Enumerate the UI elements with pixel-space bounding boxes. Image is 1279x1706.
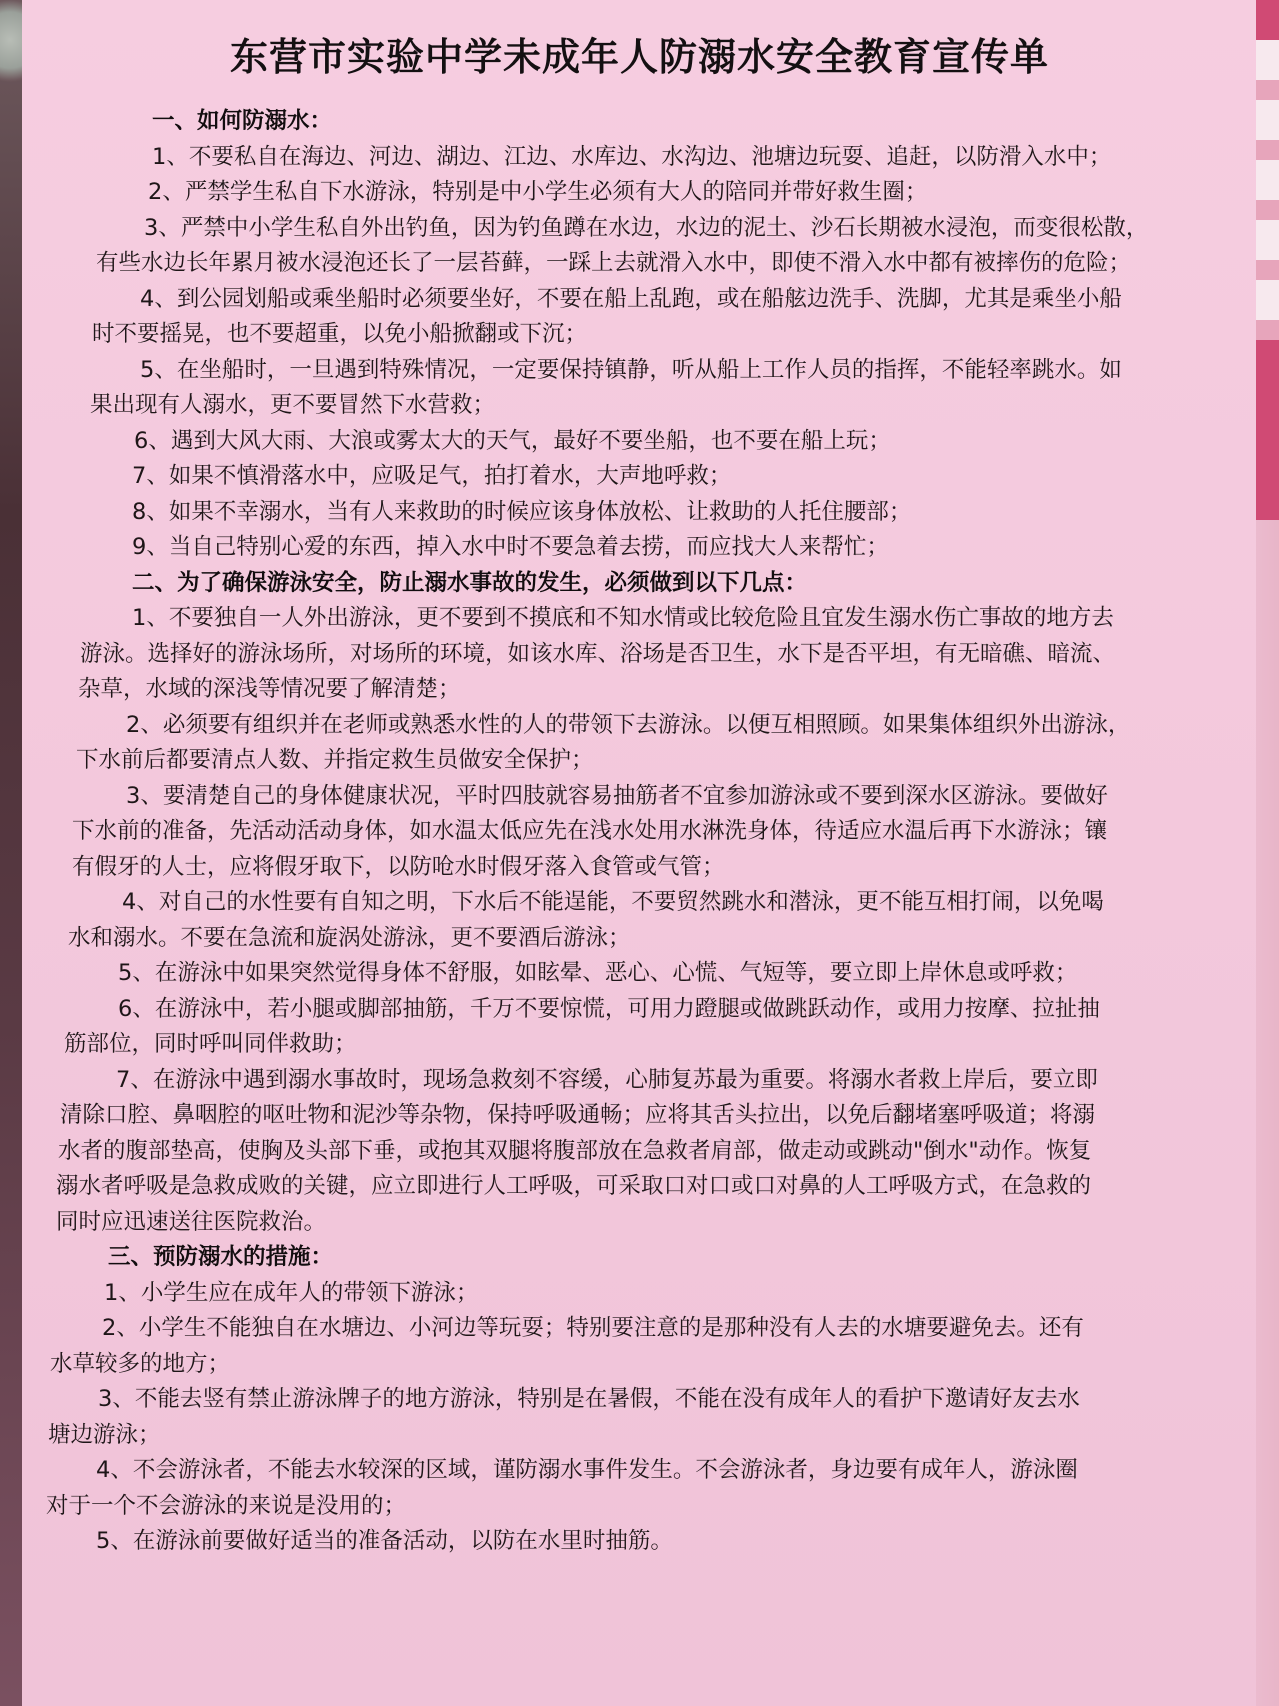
text-line: 2、必须要有组织并在老师或熟悉水性的人的带领下去游泳。以便互相照顾。如果集体组织外出游泳，	[126, 711, 1131, 738]
text-line: 1、小学生应在成年人的带领下游泳；	[104, 1279, 479, 1306]
text-line: 7、如果不慎滑落水中，应吸足气，拍打着水，大声地呼救；	[132, 463, 732, 489]
text-line: 5、在游泳中如果突然觉得身体不舒服，如眩晕、恶心、心慌、气短等，要立即上岸休息或呼救；	[118, 960, 1078, 986]
text-line: 下水前后都要清点人数、并指定救生员做安全保护；	[76, 747, 594, 773]
section-heading: 一、如何防溺水：	[152, 108, 333, 134]
text-line: 下水前的准备，先活动活动身体，如水温太低应先在浅水处用水淋洗身体，待适应水温后再下水游泳；镶	[72, 818, 1108, 844]
text-line: 塘边游泳；	[48, 1421, 161, 1448]
flyer-body	[44, 104, 1244, 1560]
text-line: 7、在游泳中遇到溺水事故时，现场急救刻不容缓，心肺复苏最为重要。将溺水者救上岸后，要立即	[116, 1066, 1098, 1093]
text-line: 5、在游泳前要做好适当的准备活动，以防在水里时抽筋。	[96, 1528, 673, 1554]
text-line: 水者的腹部垫高，使胸及头部下垂，或抱其双腿将腹部放在急救者肩部，做走动或跳动"倒水"动作。恢复	[58, 1137, 1092, 1164]
text-line: 4、不会游泳者，不能去水较深的区域，谨防溺水事件发生。不会游泳者，身边要有成年人，游泳圈	[96, 1457, 1078, 1483]
text-line: 水和溺水。不要在急流和旋涡处游泳，更不要酒后游泳；	[68, 924, 631, 951]
text-line: 同时应迅速送往医院救治。	[56, 1208, 327, 1235]
text-line: 9、当自己特别心爱的东西，掉入水中时不要急着去捞，而应找大人来帮忙；	[132, 534, 889, 560]
text-line: 溺水者呼吸是急救成败的关键，应立即进行人工呼吸，可采取口对口或口对鼻的人工呼吸方式，在急救的	[56, 1173, 1092, 1199]
text-line: 对于一个不会游泳的来说是没用的；	[46, 1492, 407, 1519]
section-heading: 二、为了确保游泳安全，防止溺水事故的发生，必须做到以下几点：	[132, 569, 808, 596]
text-line: 2、小学生不能独自在水塘边、小河边等玩耍；特别要注意的是那种没有人去的水塘要避免去。还有	[102, 1315, 1084, 1341]
background-left-edge	[0, 0, 22, 1706]
text-line: 杂草，水域的深浅等情况要了解清楚；	[78, 676, 461, 702]
text-line: 有假牙的人士，应将假牙取下，以防呛水时假牙落入食管或气管；	[72, 853, 725, 880]
text-line: 时不要摇晃，也不要超重，以免小船掀翻或下沉；	[92, 321, 588, 347]
text-line: 4、到公园划船或乘坐船时必须要坐好，不要在船上乱跑，或在船舷边洗手、洗脚，尤其是乘坐小船	[140, 285, 1122, 312]
text-line: 6、遇到大风大雨、大浪或雾太大的天气，最好不要坐船，也不要在船上玩；	[134, 427, 891, 454]
background-right-poster-text	[1255, 40, 1279, 340]
text-line: 清除口腔、鼻咽腔的呕吐物和泥沙等杂物，保持呼吸通畅；应将其舌头拉出，以免后翻堵塞呼吸道；将溺	[60, 1102, 1096, 1128]
text-line: 水草较多的地方；	[50, 1350, 231, 1377]
text-line: 筋部位，同时呼叫同伴救助；	[64, 1031, 357, 1057]
text-line: 1、不要独自一人外出游泳，更不要到不摸底和不知水情或比较危险且宜发生溺水伤亡事故的地方去	[132, 605, 1114, 631]
text-line: 5、在坐船时，一旦遇到特殊情况，一定要保持镇静，听从船上工作人员的指挥，不能轻率跳水。如	[140, 356, 1122, 383]
text-line: 3、要清楚自己的身体健康状况，平时四肢就容易抽筋者不宜参加游泳或不要到深水区游泳。要做好	[126, 782, 1108, 809]
text-line: 3、不能去竖有禁止游泳牌子的地方游泳，特别是在暑假，不能在没有成年人的看护下邀请好友去水	[98, 1386, 1080, 1412]
text-line: 2、严禁学生私自下水游泳，特别是中小学生必须有大人的陪同并带好救生圈；	[148, 179, 928, 205]
text-line: 6、在游泳中，若小腿或脚部抽筋，千万不要惊慌，可用力蹬腿或做跳跃动作，或用力按摩、拉扯抽	[118, 995, 1100, 1022]
text-line: 8、如果不幸溺水，当有人来救助的时候应该身体放松、让救助的人托住腰部；	[132, 498, 912, 525]
text-line: 3、严禁中小学生私自外出钓鱼，因为钓鱼蹲在水边，水边的泥土、沙石长期被水浸泡，而变很松散，	[144, 214, 1149, 241]
text-line: 有些水边长年累月被水浸泡还长了一层苔藓，一踩上去就滑入水中，即使不滑入水中都有被摔伤的危险；	[96, 250, 1132, 276]
section-heading: 三、预防溺水的措施：	[108, 1244, 334, 1270]
text-line: 果出现有人溺水，更不要冒然下水营救；	[90, 392, 496, 418]
text-line: 游泳。选择好的游泳场所，对场所的环境，如该水库、浴场是否卫生，水下是否平坦，有无暗礁、暗流、	[80, 640, 1116, 667]
flyer-title: 东营市实验中学未成年人防溺水安全教育宣传单	[229, 35, 1049, 79]
text-line: 1、不要私自在海边、河边、湖边、江边、水库边、水沟边、池塘边玩耍、追赶，以防滑入水中；	[152, 143, 1112, 170]
text-line: 4、对自己的水性要有自知之明，下水后不能逞能，不要贸然跳水和潜泳，更不能互相打闹，以免喝	[122, 889, 1104, 915]
